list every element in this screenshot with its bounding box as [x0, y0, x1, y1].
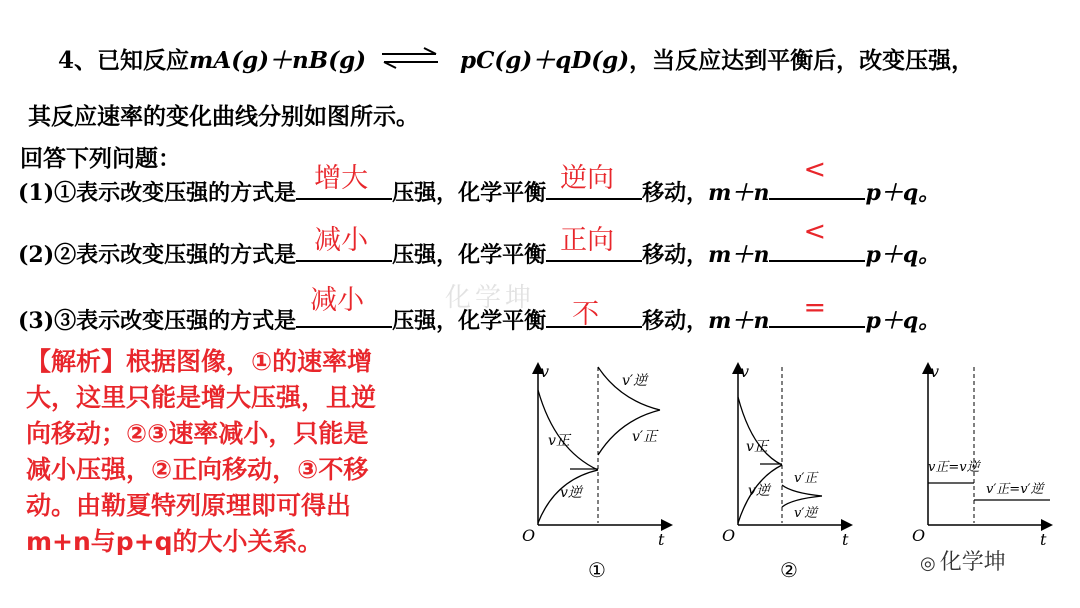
curve-v-forward-new	[782, 485, 822, 496]
answer-blank-direction	[546, 225, 642, 262]
watermark: 化学坤	[445, 283, 536, 313]
axis-y-label: v	[740, 362, 750, 381]
answer-direction: 逆向	[560, 163, 615, 194]
answer-blank-relation	[769, 154, 865, 200]
sub-question-prefix: (3)③表示改变压强的方式是	[18, 308, 297, 334]
logo-text: 化学坤	[939, 550, 1006, 575]
sub-question-prefix: (1)①表示改变压强的方式是	[18, 180, 297, 206]
sub-question-tail: 移动，	[642, 180, 709, 206]
question-number: 4、	[58, 47, 98, 74]
label-v-forward-new: v′正	[632, 429, 658, 445]
graph-2	[722, 362, 850, 582]
origin-label: O	[522, 526, 536, 545]
label-v-forward-new: v′正	[794, 471, 818, 486]
sub-question-2	[18, 216, 941, 269]
analysis-block	[26, 344, 496, 560]
logo	[920, 545, 1006, 576]
sub-question-tail: 移动，	[642, 308, 709, 334]
graph-caption: ②	[780, 558, 798, 582]
question-line-1b	[460, 42, 974, 75]
sub-question-mid: 压强，化学平衡	[392, 242, 547, 268]
axis-y-label: v	[930, 362, 940, 381]
question-intro: 已知反应	[97, 47, 190, 74]
question-line-1	[58, 42, 366, 75]
label-v-reverse-new: v′逆	[622, 373, 648, 389]
wechat-icon: ◎	[920, 553, 936, 574]
sub-question-pq: p＋q。	[865, 180, 941, 206]
label-v-forward: v正	[746, 439, 768, 455]
graph-1	[522, 362, 670, 582]
answer-blank-relation	[769, 292, 865, 328]
curve-v-forward	[538, 390, 598, 470]
graph-caption: ①	[588, 558, 606, 582]
axis-x-label: t	[842, 530, 849, 549]
answer-relation: <	[803, 216, 827, 247]
answer-pressure: 增大	[314, 163, 369, 194]
answer-blank-pressure	[296, 163, 392, 200]
label-v-reverse: v逆	[560, 485, 582, 501]
equilibrium-arrow-icon	[380, 46, 440, 70]
question-prompt: 回答下列问题：	[20, 145, 181, 172]
analysis-line: 【解析】根据图像，①的速率增	[26, 347, 373, 376]
origin-label: O	[912, 526, 926, 545]
answer-blank-pressure	[296, 225, 392, 262]
label-eq-before: v正=v逆	[928, 460, 980, 475]
analysis-line: 动。由勒夏特列原理即可得出	[26, 491, 352, 520]
sub-question-mn: m＋n	[708, 180, 770, 206]
origin-label: O	[722, 526, 736, 545]
answer-blank-relation	[769, 216, 865, 262]
answer-pressure: 减小	[310, 285, 365, 316]
analysis-line: 向移动；②③速率减小，只能是	[26, 419, 369, 448]
analysis-line: m+n与p+q的大小关系。	[26, 527, 323, 556]
analysis-line: 大，这里只能是增大压强，且逆	[26, 383, 377, 412]
answer-blank-direction	[546, 163, 642, 200]
label-eq-after: v′正=v′逆	[986, 482, 1044, 497]
graph-3	[912, 362, 1050, 549]
answer-relation: <	[803, 154, 827, 185]
label-v-reverse-new: v′逆	[794, 506, 818, 521]
sub-question-mid: 压强，化学平衡	[392, 308, 547, 334]
reaction-left: mA(g)＋nB(g)	[189, 47, 367, 74]
answer-direction: 正向	[560, 225, 615, 256]
reaction-right: pC(g)＋qD(g)	[460, 47, 630, 74]
sub-question-mn: m＋n	[708, 308, 770, 334]
question-condition: ，当反应达到平衡后，改变压强，	[629, 47, 975, 74]
label-v-reverse: v逆	[748, 483, 770, 499]
axis-x-label: t	[1040, 530, 1047, 549]
answer-direction: 不	[572, 299, 600, 330]
answer-blank-direction	[546, 299, 642, 330]
answer-relation: =	[803, 292, 827, 323]
sub-question-prefix: (2)②表示改变压强的方式是	[18, 242, 297, 268]
question-line-2: 其反应速率的变化曲线分别如图所示。	[28, 103, 419, 130]
axis-x-label: t	[658, 530, 665, 549]
sub-question-pq: p＋q。	[865, 242, 941, 268]
label-v-forward: v正	[548, 433, 570, 449]
sub-question-pq: p＋q。	[865, 308, 941, 334]
axis-y-label: v	[540, 362, 550, 381]
answer-pressure: 减小	[314, 225, 369, 256]
sub-question-mid: 压强，化学平衡	[392, 180, 547, 206]
sub-question-mn: m＋n	[708, 242, 770, 268]
analysis-line: 减小压强，②正向移动，③不移	[26, 455, 369, 484]
sub-question-tail: 移动，	[642, 242, 709, 268]
answer-blank-pressure	[296, 285, 392, 328]
